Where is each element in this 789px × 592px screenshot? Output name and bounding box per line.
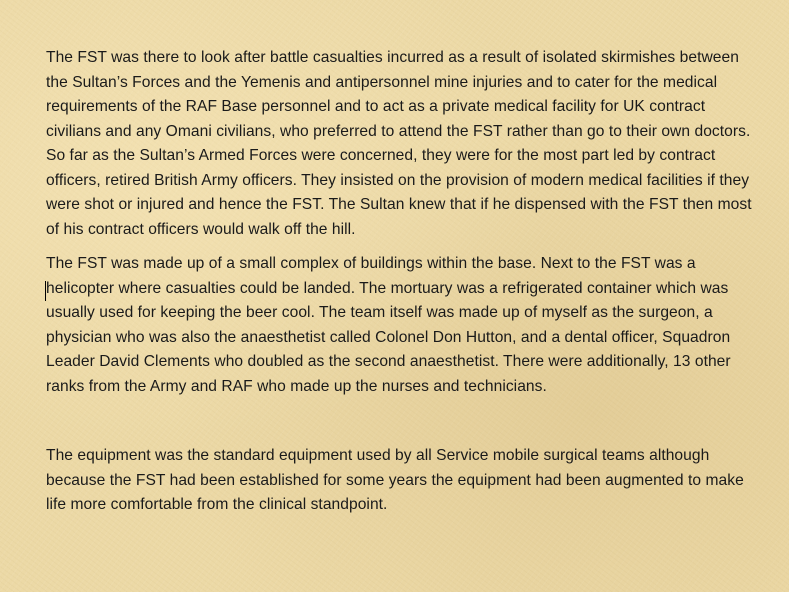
paragraph-fst-equipment: The equipment was the standard equipment used by all Service mobile surgical teams although because the FST had been established for some years the equipment had been augmented to make life more comfortable from the clinical standpoint.	[46, 447, 744, 513]
document-page[interactable]	[46, 46, 758, 518]
paragraph-fst-purpose: The FST was there to look after battle casualties incurred as a result of isolated skirmishes between the Sultan’s Forces and the Yemenis and antipersonnel mine injuries and to cater for the medical requirements of the RAF Base personnel and to act as a private medical facility for UK contract civilians and any Omani civilians, who preferred to attend the FST rather than go to their own doctors. So far as the Sultan’s Armed Forces were concerned, they were for the most part led by contract officers, retired British Army officers. They insisted on the provision of modern medical facilities if they were shot or injured and hence the FST. The Sultan knew that if he dispensed with the FST then most of his contract officers would walk off the hill.	[46, 49, 752, 238]
text-cursor	[45, 281, 46, 301]
paragraph-fst-composition: The FST was made up of a small complex of buildings within the base. Next to the FST was a helicopter where casualties could be landed. The mortuary was a refrigerated container which was usually used for keeping the beer cool. The team itself was made up of myself as the surgeon, a physician who was also the anaesthetist called Colonel Don Hutton, and a dental officer, Squadron Leader David Clements who doubled as the second anaesthetist. There were additionally, 13 other ranks from the Army and RAF who made up the nurses and technicians.	[46, 255, 731, 395]
